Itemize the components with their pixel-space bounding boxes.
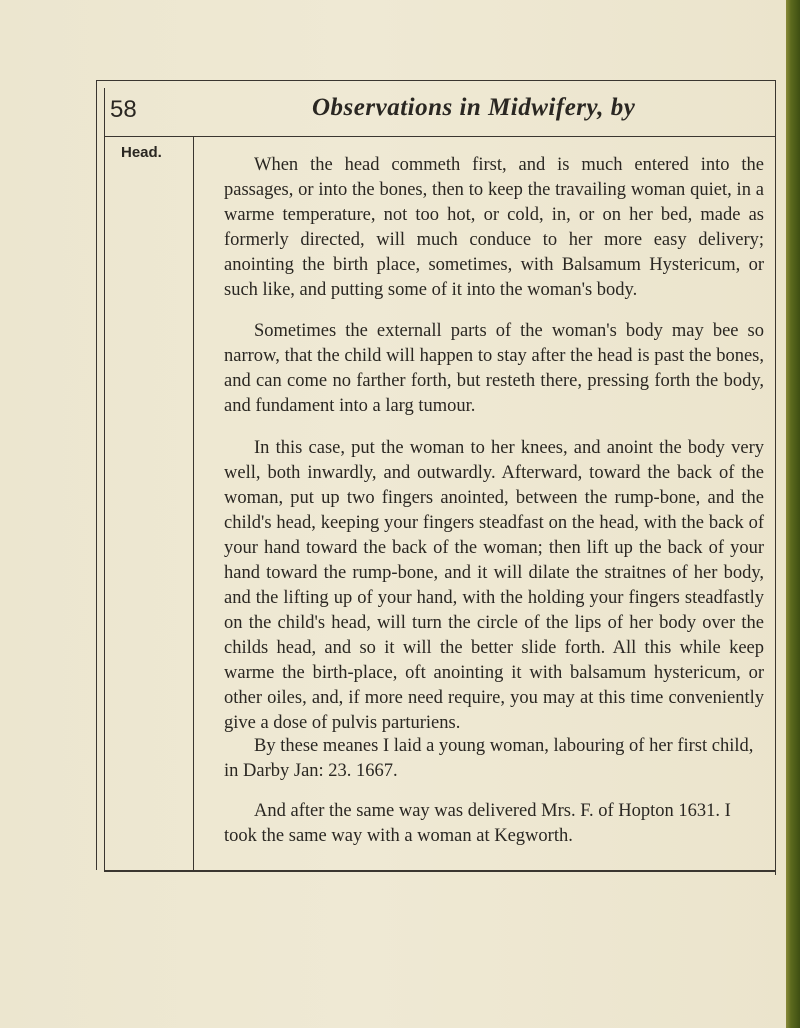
header-rule (104, 136, 776, 137)
bottom-rule (104, 870, 776, 872)
frame-left-outer-line (96, 80, 97, 870)
margin-note: Head. (121, 144, 162, 161)
running-title: Observations in Midwifery, by (312, 94, 636, 121)
frame-top-line (96, 80, 776, 81)
paragraph-1: When the head commeth first, and is much entered into the passages, or into the bones, then to keep the travailing woman quiet, in a warme temperature, not too hot, or cold, in, or on her bed, made as formerly directed, will much conduce to her more easy delivery; anointing the birth place, sometimes, with Balsamum Hystericum, or such like, and putting some of it into the woman's body. (224, 155, 764, 300)
paragraph-3-block (224, 436, 764, 736)
column-divider (193, 137, 194, 872)
paragraph-4: By these meanes I laid a young woman, labouring of her first child, in Darby Jan: 23. 1667. (224, 736, 754, 781)
paragraph-2-block (224, 319, 764, 419)
paragraph-3: In this case, put the woman to her knees, and anoint the body very well, both inwardly, and outwardly. Afterward, toward the back of the woman, put up two fingers anointed, between the rump-bone, and the child's head, keeping your fingers steadfast on the head, with the back of your hand toward the back of the woman; then lift up the back of your hand toward the rump-bone, and it will dilate the straitnes of her body, and the lifting up of your hand, with the holding your fingers steadfastly on the child's head, will turn the circle of the lips of her body over the childs head, and so it will the better slide forth. All this while keep warme the birth-place, oft anointing it with balsamum hystericum, or other oiles, and, if more need require, you may at this time conveniently give a dose of pulvis parturiens. (224, 438, 764, 733)
paragraph-5-block (224, 799, 764, 849)
page-edge (786, 0, 800, 1028)
frame-left-inner-line (104, 88, 105, 872)
paragraph-4-block (224, 734, 764, 784)
page-number: 58 (110, 96, 137, 123)
paragraph-5: And after the same way was delivered Mrs. F. of Hopton 1631. I took the same way with a woman at Kegworth. (224, 801, 731, 846)
paragraph-2: Sometimes the externall parts of the woman's body may bee so narrow, that the child will happen to stay after the head is past the bones, and can come no farther forth, but resteth there, pressing forth the body, and fundament into a larg tumour. (224, 321, 764, 416)
frame-right-line (775, 80, 776, 875)
paragraph-1-block (224, 153, 764, 303)
